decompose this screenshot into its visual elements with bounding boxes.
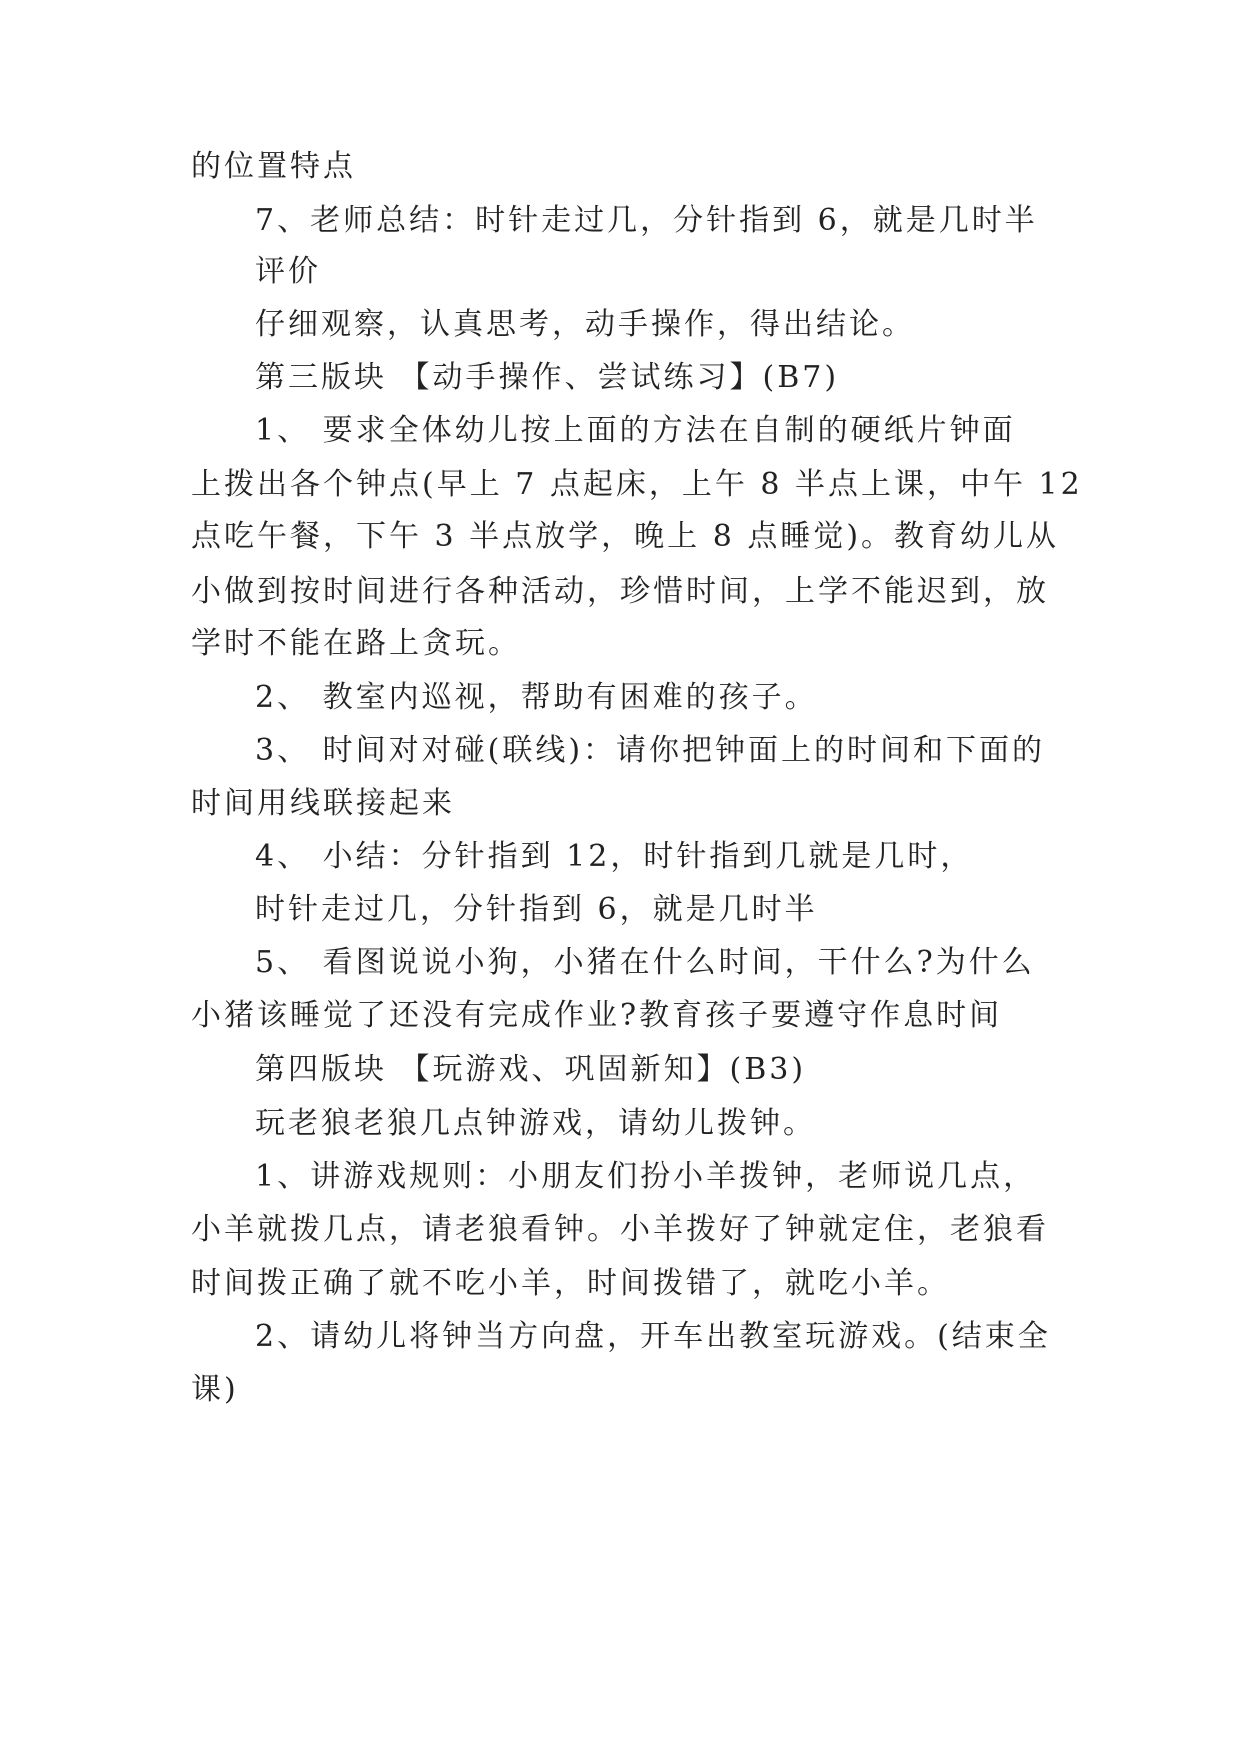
text-line: 时针走过几，分针指到 6，就是几时半 [255,892,818,927]
section-heading: 第四版块 【玩游戏、巩固新知】(B3) [255,1052,807,1087]
text-line: 的位置特点 [191,149,356,184]
text-line: 小猪该睡觉了还没有完成作业?教育孩子要遵守作息时间 [191,998,1003,1033]
text-line: 仔细观察，认真思考，动手操作，得出结论。 [255,307,915,342]
text-line: 玩老狼老狼几点钟游戏，请幼儿拨钟。 [255,1106,816,1141]
text-line: 时间拨正确了就不吃小羊，时间拨错了，就吃小羊。 [191,1266,950,1301]
text-line: 1、讲游戏规则：小朋友们扮小羊拨钟，老师说几点， [255,1159,1037,1194]
text-line: 学时不能在路上贪玩。 [191,626,521,661]
section-heading: 第三版块 【动手操作、尝试练习】(B7) [255,360,840,395]
text-line: 评价 [255,254,321,289]
text-line: 课) [191,1372,239,1407]
text-line: 时间用线联接起来 [191,786,455,821]
text-line: 7、老师总结：时针走过几，分针指到 6，就是几时半 [255,203,1038,238]
text-line: 3、 时间对对碰(联线)：请你把钟面上的时间和下面的 [255,733,1046,768]
text-line: 1、 要求全体幼儿按上面的方法在自制的硬纸片钟面 [255,413,1016,448]
text-line: 5、 看图说说小狗，小猪在什么时间，干什么?为什么 [255,945,1035,980]
text-line: 4、 小结：分针指到 12，时针指到几就是几时， [255,839,974,874]
text-line: 2、 教室内巡视，帮助有困难的孩子。 [255,680,818,715]
text-line: 小羊就拨几点，请老狼看钟。小羊拨好了钟就定住，老狼看 [191,1212,1049,1247]
text-line: 上拨出各个钟点(早上 7 点起床，上午 8 半点上课，中午 12 [191,467,1083,502]
text-line: 2、请幼儿将钟当方向盘，开车出教室玩游戏。(结束全 [255,1319,1051,1354]
text-line: 点吃午餐，下午 3 半点放学，晚上 8 点睡觉)。教育幼儿从 [191,519,1060,554]
text-line: 小做到按时间进行各种活动，珍惜时间，上学不能迟到，放 [191,574,1049,609]
